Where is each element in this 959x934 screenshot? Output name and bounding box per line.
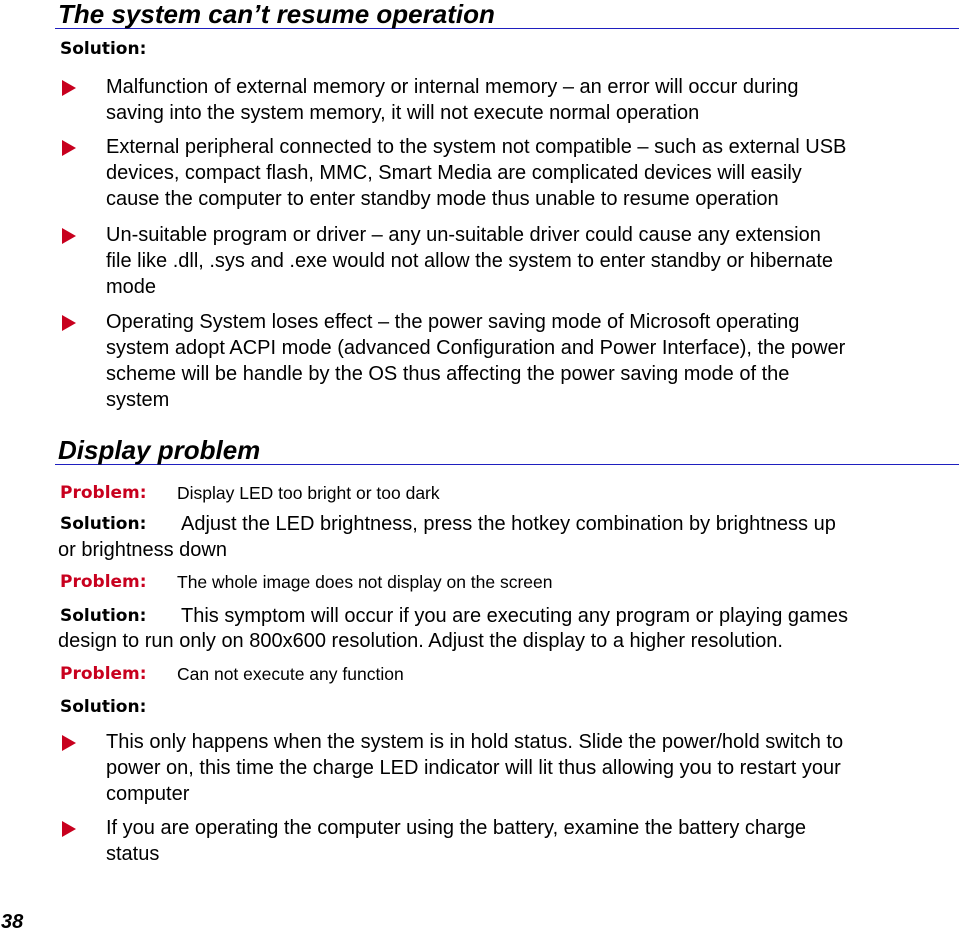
solution-text-continued: design to run only on 800x600 resolution. Adjust the display to a higher resolution. <box>58 630 783 652</box>
solution-text-continued: or brightness down <box>58 539 227 561</box>
list-item-text: External peripheral connected to the system not compatible – such as external USB devices, compact flash, MMC, Smart Media are complicated devices will easily cause the computer to enter standby mode thus unable to resume operation <box>106 136 847 210</box>
problem-text: Can not execute any function <box>177 664 404 684</box>
solution-label: Solution: <box>60 39 147 59</box>
solution-label: Solution: <box>60 697 147 717</box>
page-number: 38 <box>1 911 24 933</box>
section-heading-resume: The system can’t resume operation <box>55 0 959 29</box>
problem-label: Problem: <box>60 572 147 592</box>
solution-text: This symptom will occur if you are executing any program or playing games <box>181 605 848 627</box>
list-item-text: Operating System loses effect – the power saving mode of Microsoft operating system adopt ACPI mode (advanced Configuration and Power Interface), the power scheme will be handle by the OS thus affecting the power saving mode of the system <box>106 311 846 411</box>
problem-label: Problem: <box>60 483 147 503</box>
bullet-arrow-icon <box>62 140 76 156</box>
list-item-text: If you are operating the computer using the battery, examine the battery charge status <box>106 817 807 865</box>
bullet-arrow-icon <box>62 735 76 751</box>
section-heading-display: Display problem <box>55 436 959 465</box>
list-item-text: This only happens when the system is in hold status. Slide the power/hold switch to power on, this time the charge LED indicator will lit thus allowing you to restart your computer <box>106 731 844 805</box>
bullet-arrow-icon <box>62 821 76 837</box>
problem-text: Display LED too bright or too dark <box>177 483 440 503</box>
bullet-arrow-icon <box>62 315 76 331</box>
bullet-arrow-icon <box>62 80 76 96</box>
list-item-text: Malfunction of external memory or internal memory – an error will occur during saving into the system memory, it will not execute normal operation <box>106 76 799 124</box>
bullet-arrow-icon <box>62 228 76 244</box>
solution-text: Adjust the LED brightness, press the hotkey combination by brightness up <box>181 513 836 535</box>
problem-text: The whole image does not display on the screen <box>177 572 553 592</box>
solution-label: Solution: <box>60 514 147 534</box>
list-item-text: Un-suitable program or driver – any un-suitable driver could cause any extension file like .dll, .sys and .exe would not allow the system to enter standby or hibernate mode <box>106 224 834 298</box>
problem-label: Problem: <box>60 664 147 684</box>
solution-label: Solution: <box>60 606 147 626</box>
